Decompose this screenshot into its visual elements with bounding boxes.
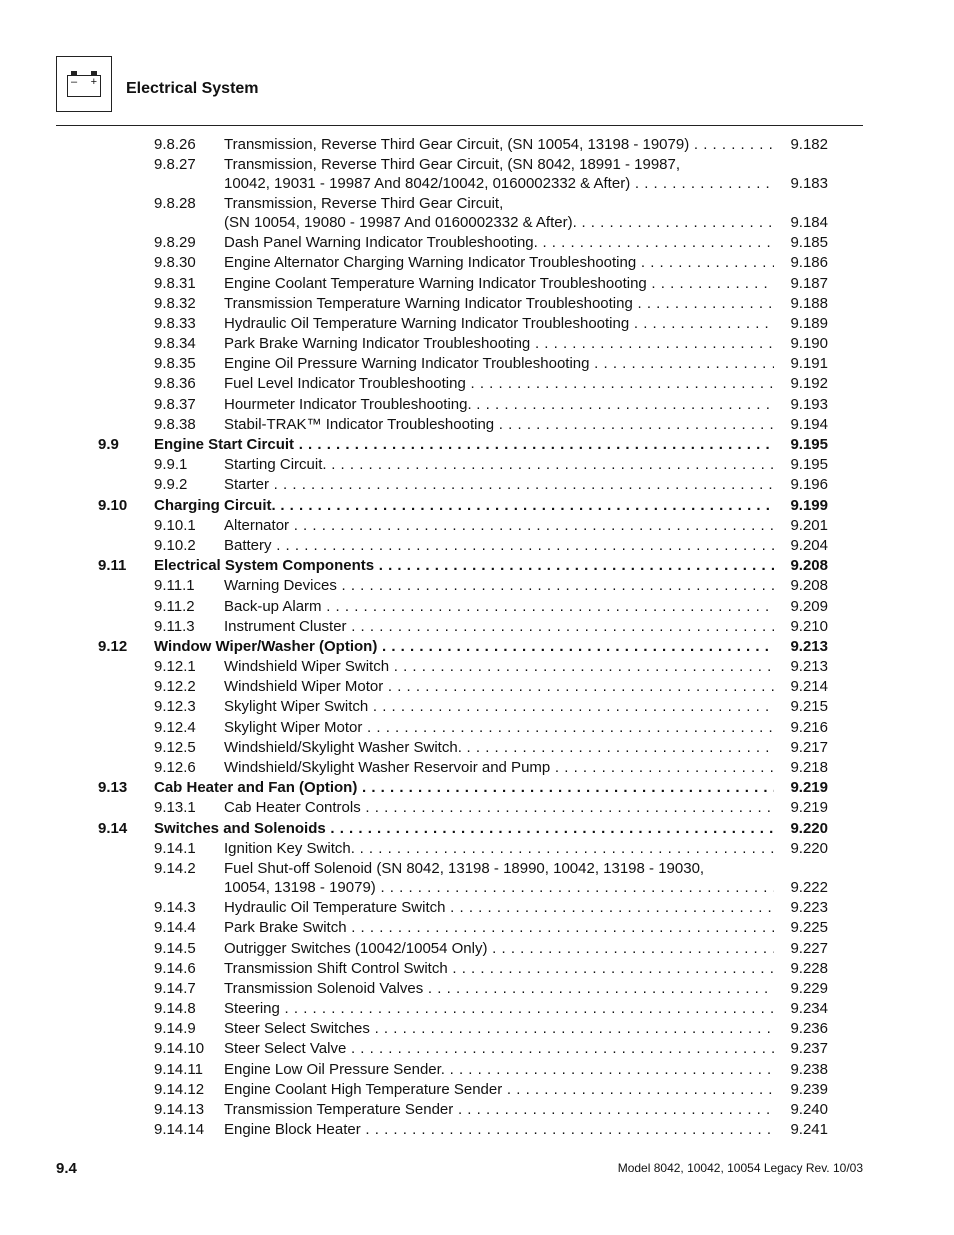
header-divider	[56, 125, 863, 126]
toc-entry-number: 9.11.2	[154, 597, 195, 615]
toc-entry-number: 9.11.3	[154, 617, 195, 635]
toc-entry-page: 9.186	[790, 254, 828, 272]
toc-entry-page: 9.214	[790, 678, 828, 696]
toc-entry[interactable]	[0, 434, 954, 454]
toc-entry-title: Window Wiper/Washer (Option)	[154, 637, 378, 655]
section-title: Electrical System	[126, 80, 259, 97]
toc-entry-title: Electrical System Components	[154, 557, 375, 575]
toc-entry-title: Hourmeter Indicator Troubleshooting.	[224, 395, 472, 413]
toc-entry-title: Engine Oil Pressure Warning Indicator Troubleshooting	[224, 355, 590, 373]
toc-entry-number: 9.12.6	[154, 759, 196, 777]
toc-entry-number: 9.13	[98, 779, 128, 797]
toc-entry[interactable]	[0, 576, 954, 596]
toc-entry-title: 10054, 13198 - 19079)	[224, 878, 376, 896]
toc-entry-number: 9.10.2	[154, 536, 196, 554]
toc-entry-page: 9.199	[790, 496, 828, 514]
toc-entry[interactable]	[0, 978, 954, 998]
toc-entry-number: 9.8.30	[154, 254, 196, 272]
toc-entry-title: Back-up Alarm	[224, 597, 322, 615]
toc-entry[interactable]	[0, 1079, 954, 1099]
toc-entry[interactable]	[0, 596, 954, 616]
toc-entry-number: 9.8.34	[154, 335, 196, 353]
toc-entry[interactable]	[0, 657, 954, 677]
toc-entry-page: 9.213	[790, 637, 828, 655]
toc-entry-title: Outrigger Switches (10042/10054 Only)	[224, 939, 488, 957]
toc-entry[interactable]	[0, 374, 954, 394]
toc-entry-number: 9.8.38	[154, 415, 196, 433]
toc-entry-page: 9.223	[790, 899, 828, 917]
toc-entry-title: (SN 10054, 19080 - 19987 And 0160002332 & After).	[224, 213, 577, 231]
toc-entry-title: Transmission, Reverse Third Gear Circuit,	[224, 194, 504, 212]
toc-entry[interactable]	[0, 354, 954, 374]
toc-entry-number: 9.12.5	[154, 738, 196, 756]
toc-entry-number: 9.8.28	[154, 194, 196, 212]
toc-entry-page: 9.215	[790, 698, 828, 716]
toc-entry-number: 9.12.3	[154, 698, 196, 716]
toc-entry-page: 9.238	[790, 1060, 828, 1078]
toc-entry-number: 9.14.14	[154, 1121, 205, 1139]
toc-entry-page: 9.195	[790, 436, 828, 454]
toc-entry-number: 9.8.33	[154, 314, 196, 332]
toc-entry-title: Warning Devices	[224, 577, 337, 595]
toc-entry-title: Engine Alternator Charging Warning Indicator Troubleshooting	[224, 254, 637, 272]
toc-entry-title: Fuel Level Indicator Troubleshooting	[224, 375, 466, 393]
toc-entry[interactable]	[0, 1039, 954, 1059]
toc-entry[interactable]	[0, 898, 954, 918]
toc-entry-page: 9.210	[790, 617, 828, 635]
toc-entry[interactable]	[0, 677, 954, 697]
toc-entry[interactable]	[0, 778, 954, 798]
toc-entry-number: 9.13.1	[154, 799, 196, 817]
toc-entry-title: Windshield/Skylight Washer Reservoir and Pump	[224, 759, 551, 777]
toc-entry-title: Steer Select Switches	[224, 1020, 370, 1038]
toc-entry-number: 9.9.2	[154, 476, 188, 494]
toc-entry-title: Windshield Wiper Switch	[224, 658, 390, 676]
toc-entry-number: 9.8.29	[154, 234, 196, 252]
toc-entry-title: Stabil-TRAK™ Indicator Troubleshooting	[224, 415, 495, 433]
toc-entry-number: 9.14.8	[154, 1000, 196, 1018]
toc-entry-title: Dash Panel Warning Indicator Troubleshooting.	[224, 234, 538, 252]
toc-entry-number: 9.8.32	[154, 294, 196, 312]
toc-entry-page: 9.241	[790, 1121, 828, 1139]
toc-entry-title: Steer Select Valve	[224, 1040, 347, 1058]
toc-entry-title: Skylight Wiper Motor	[224, 718, 363, 736]
toc-entry[interactable]	[0, 313, 954, 333]
toc-entry[interactable]	[0, 858, 954, 897]
toc-entry-number: 9.14.12	[154, 1080, 205, 1098]
toc-entry-page: 9.239	[790, 1080, 828, 1098]
toc-entry[interactable]	[0, 273, 954, 293]
toc-entry-number: 9.10.1	[154, 516, 196, 534]
toc-entry[interactable]	[0, 838, 954, 858]
toc-entry[interactable]	[0, 1099, 954, 1119]
toc-entry-page: 9.220	[790, 839, 828, 857]
toc-entry[interactable]	[0, 1059, 954, 1079]
toc-entry[interactable]	[0, 334, 954, 354]
toc-entry-number: 9.12	[98, 637, 128, 655]
toc-entry-page: 9.208	[790, 557, 828, 575]
toc-entry[interactable]	[0, 1019, 954, 1039]
toc-entry-title: Engine Block Heater	[224, 1121, 361, 1139]
toc-entry[interactable]	[0, 999, 954, 1019]
toc-entry-page: 9.225	[790, 919, 828, 937]
toc-entry-title: Skylight Wiper Switch	[224, 698, 369, 716]
battery-icon: – +	[67, 75, 101, 97]
toc-entry-page: 9.201	[790, 516, 828, 534]
toc-entry-number: 9.14.4	[154, 919, 196, 937]
toc-entry[interactable]	[0, 193, 954, 232]
toc-entry[interactable]	[0, 134, 954, 154]
toc-entry-number: 9.14	[98, 819, 128, 837]
toc-entry-number: 9.12.4	[154, 718, 196, 736]
toc-entry-page: 9.228	[790, 959, 828, 977]
toc-entry-page: 9.184	[790, 213, 828, 231]
toc-entry[interactable]	[0, 556, 954, 576]
toc-entry-page: 9.195	[790, 456, 828, 474]
toc-entry-number: 9.14.3	[154, 899, 196, 917]
toc-entry-number: 9.8.31	[154, 274, 196, 292]
toc-entry-page: 9.240	[790, 1101, 828, 1119]
toc-entry-title: 10042, 19031 - 19987 And 8042/10042, 0160002332 & After)	[224, 174, 631, 192]
toc-entry[interactable]	[0, 253, 954, 273]
toc-entry-page: 9.189	[790, 314, 828, 332]
toc-entry-title: Cab Heater and Fan (Option)	[154, 779, 358, 797]
toc-entry[interactable]	[0, 757, 954, 777]
toc-entry[interactable]	[0, 918, 954, 938]
model-revision: Model 8042, 10042, 10054 Legacy Rev. 10/03	[617, 1161, 863, 1175]
toc-entry-title: Engine Coolant High Temperature Sender	[224, 1080, 503, 1098]
toc-entry-title: Hydraulic Oil Temperature Warning Indicator Troubleshooting	[224, 314, 630, 332]
toc-entry-page: 9.216	[790, 718, 828, 736]
page-number: 9.4	[56, 1160, 77, 1177]
toc-entry-number: 9.14.7	[154, 979, 196, 997]
toc-entry-title: Starting Circuit.	[224, 456, 327, 474]
toc-entry-title: Park Brake Warning Indicator Troubleshooting	[224, 335, 531, 353]
toc-entry-page: 9.196	[790, 476, 828, 494]
toc-entry-title: Instrument Cluster	[224, 617, 347, 635]
toc-entry-number: 9.14.9	[154, 1020, 196, 1038]
toc-entry-page: 9.213	[790, 658, 828, 676]
toc-entry-title: Engine Start Circuit	[154, 436, 295, 454]
toc-entry-title: Steering	[224, 1000, 280, 1018]
toc-entry-page: 9.191	[790, 355, 828, 373]
toc-entry-title: Transmission Temperature Warning Indicator Troubleshooting	[224, 294, 633, 312]
toc-entry-title: Alternator	[224, 516, 290, 534]
toc-entry-title: Transmission Solenoid Valves	[224, 979, 424, 997]
toc-entry[interactable]	[0, 535, 954, 555]
toc-entry-page: 9.208	[790, 577, 828, 595]
toc-entry-title: Fuel Shut-off Solenoid (SN 8042, 13198 - 18990, 10042, 13198 - 19030,	[224, 859, 705, 877]
toc-entry-number: 9.14.6	[154, 959, 196, 977]
toc-entry-page: 9.192	[790, 375, 828, 393]
toc-entry-title: Transmission Shift Control Switch	[224, 959, 448, 977]
toc-entry-number: 9.8.35	[154, 355, 196, 373]
toc-entry[interactable]	[0, 414, 954, 434]
toc-entry-number: 9.14.11	[154, 1060, 203, 1078]
toc-entry-number: 9.9	[98, 436, 119, 454]
toc-entry-page: 9.218	[790, 759, 828, 777]
toc-entry-page: 9.194	[790, 415, 828, 433]
toc-entry[interactable]	[0, 616, 954, 636]
table-of-contents	[0, 134, 954, 1140]
toc-entry[interactable]	[0, 154, 954, 193]
toc-entry-title: Park Brake Switch	[224, 919, 347, 937]
toc-entry-page: 9.217	[790, 738, 828, 756]
toc-entry-page: 9.209	[790, 597, 828, 615]
toc-entry[interactable]	[0, 293, 954, 313]
toc-entry-number: 9.14.1	[154, 839, 196, 857]
toc-entry[interactable]	[0, 475, 954, 495]
toc-entry[interactable]	[0, 818, 954, 838]
toc-entry-page: 9.234	[790, 1000, 828, 1018]
toc-entry-title: Transmission, Reverse Third Gear Circuit, (SN 10054, 13198 - 19079)	[224, 135, 690, 153]
toc-entry[interactable]	[0, 737, 954, 757]
toc-entry-page: 9.188	[790, 294, 828, 312]
toc-entry-title: Cab Heater Controls	[224, 799, 361, 817]
toc-entry-page: 9.220	[790, 819, 828, 837]
toc-entry-title: Battery	[224, 536, 272, 554]
toc-entry-page: 9.229	[790, 979, 828, 997]
toc-entry[interactable]	[0, 233, 954, 253]
toc-entry-page: 9.204	[790, 536, 828, 554]
toc-entry-page: 9.237	[790, 1040, 828, 1058]
toc-entry-page: 9.183	[790, 174, 828, 192]
toc-entry-number: 9.10	[98, 496, 128, 514]
toc-entry-page: 9.193	[790, 395, 828, 413]
toc-entry[interactable]	[0, 717, 954, 737]
toc-entry-page: 9.222	[790, 878, 828, 896]
toc-entry-number: 9.12.1	[154, 658, 196, 676]
toc-entry[interactable]	[0, 798, 954, 818]
toc-entry-number: 9.14.2	[154, 859, 196, 877]
toc-entry[interactable]	[0, 958, 954, 978]
toc-entry-title: Windshield Wiper Motor	[224, 678, 384, 696]
toc-entry[interactable]	[0, 697, 954, 717]
toc-entry-page: 9.236	[790, 1020, 828, 1038]
toc-entry[interactable]	[0, 938, 954, 958]
toc-entry-title: Transmission Temperature Sender	[224, 1101, 454, 1119]
toc-entry-number: 9.11	[98, 557, 127, 575]
toc-entry-title: Charging Circuit.	[154, 496, 276, 514]
toc-entry[interactable]	[0, 636, 954, 656]
toc-entry-number: 9.9.1	[154, 456, 188, 474]
toc-entry-number: 9.8.37	[154, 395, 196, 413]
toc-entry-number: 9.14.10	[154, 1040, 205, 1058]
toc-entry-number: 9.11.1	[154, 577, 195, 595]
toc-entry[interactable]	[0, 394, 954, 414]
toc-entry-page: 9.219	[790, 779, 828, 797]
toc-entry[interactable]	[0, 495, 954, 515]
toc-entry-title: Engine Low Oil Pressure Sender.	[224, 1060, 445, 1078]
toc-entry-title: Ignition Key Switch.	[224, 839, 355, 857]
toc-entry[interactable]	[0, 455, 954, 475]
toc-entry-title: Engine Coolant Temperature Warning Indicator Troubleshooting	[224, 274, 647, 292]
toc-entry-number: 9.14.5	[154, 939, 196, 957]
toc-entry-title: Windshield/Skylight Washer Switch.	[224, 738, 462, 756]
toc-entry[interactable]	[0, 1120, 954, 1140]
toc-entry-title: Switches and Solenoids	[154, 819, 326, 837]
toc-entry-number: 9.8.27	[154, 155, 196, 173]
toc-entry-page: 9.227	[790, 939, 828, 957]
toc-entry-number: 9.8.36	[154, 375, 196, 393]
toc-entry-title: Transmission, Reverse Third Gear Circuit, (SN 8042, 18991 - 19987,	[224, 155, 681, 173]
toc-entry-title: Starter	[224, 476, 270, 494]
toc-entry-title: Hydraulic Oil Temperature Switch	[224, 899, 446, 917]
toc-entry-page: 9.182	[790, 135, 828, 153]
toc-entry-number: 9.8.26	[154, 135, 196, 153]
toc-entry-number: 9.12.2	[154, 678, 196, 696]
toc-entry-number: 9.14.13	[154, 1101, 205, 1119]
toc-entry-page: 9.185	[790, 234, 828, 252]
section-icon-box	[56, 56, 112, 112]
toc-entry-page: 9.187	[790, 274, 828, 292]
toc-entry-page: 9.219	[790, 799, 828, 817]
toc-entry-page: 9.190	[790, 335, 828, 353]
toc-entry[interactable]	[0, 515, 954, 535]
